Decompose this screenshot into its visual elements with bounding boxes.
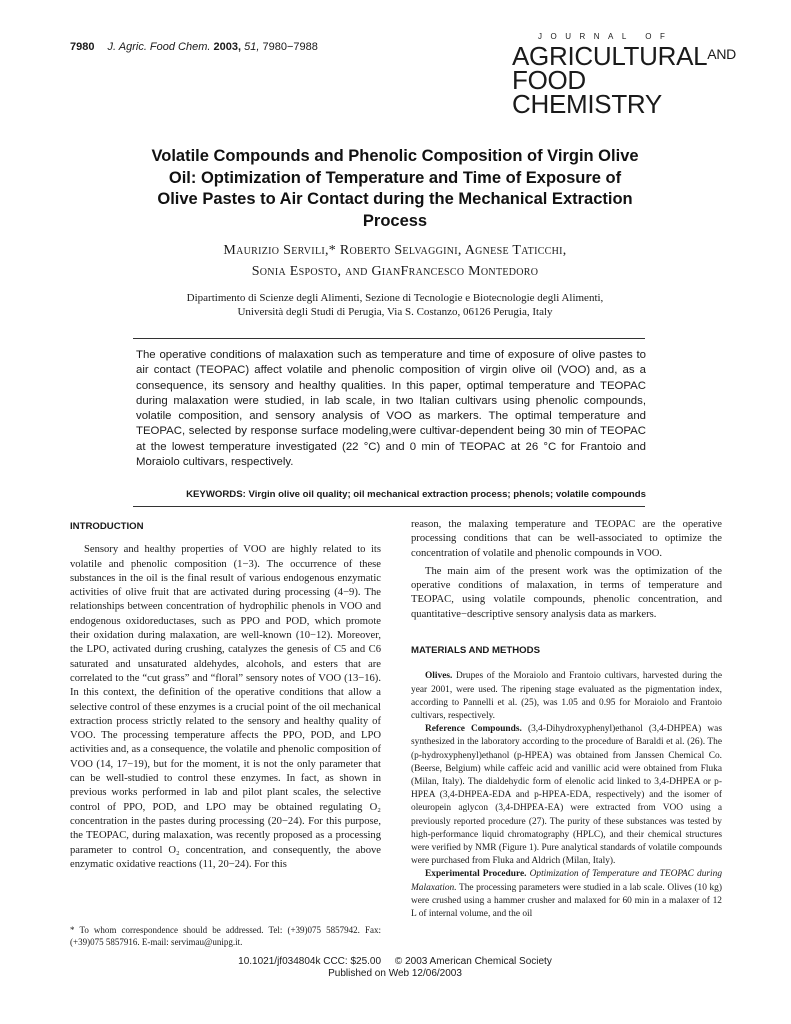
intro-heading: INTRODUCTION: [70, 521, 144, 532]
keywords: KEYWORDS: Virgin olive oil quality; oil mechanical extraction process; phenols; volatile compounds: [186, 489, 646, 500]
logo-line2: FOOD CHEMISTRY: [512, 65, 662, 119]
experimental-paragraph: [411, 868, 722, 921]
right-column: [411, 518, 722, 921]
abstract-bottom-rule: [133, 506, 645, 507]
author-list: [130, 240, 660, 282]
journal-logo: [512, 32, 736, 119]
right-paragraph-2: The main aim of the present work was the optimization of the operative conditions of malaxation, in terms of temperature and TEOPAC, using volatile compounds, phenolic concentration, and quantitative−descriptive sensory analysis data as markers.: [411, 565, 722, 620]
published-line: Published on Web 12/06/2003: [328, 968, 462, 979]
olives-label: Olives.: [425, 671, 453, 682]
affiliation: [130, 291, 660, 319]
logo-and: AND: [707, 46, 736, 62]
affiliation-line-2: Università degli Studi di Perugia, Via S. Costanzo, 06126 Perugia, Italy: [237, 306, 553, 318]
logo-line1: AGRICULTURAL: [512, 41, 708, 71]
reference-label: Reference Compounds.: [425, 724, 522, 735]
olives-paragraph: [411, 670, 722, 723]
affiliation-line-1: Dipartimento di Scienze degli Alimenti, Sezione di Tecnologie e Biotecnologie degli Alimenti,: [186, 292, 604, 304]
doi-line: 10.1021/jf034804k CCC: $25.00 © 2003 American Chemical Society: [238, 956, 552, 967]
right-paragraph-1: reason, the malaxing temperature and TEOPAC are the operative processing conditions that can be well-associated to optimize the concentration of volatile and phenolic compounds in VOO.: [411, 519, 722, 559]
left-column: [70, 520, 381, 872]
page-footer: [180, 956, 610, 980]
abstract-top-rule: [133, 338, 645, 339]
olives-text: Drupes of the Moraiolo and Frantoio cultivars, harvested during the year 2001, were used. The ripening stage evaluated as the pigmentation index, according to Pannelli et al. (25), was 1.05 and 0.95 for Moraiolo and Frantoio cultivars, respectively.: [411, 671, 723, 721]
page-number: 7980: [70, 41, 95, 53]
experimental-subheading: Optimization of Temperature and TEOPAC during Malaxation.: [411, 869, 723, 893]
journal-pages: 7980−7988: [262, 41, 318, 53]
experimental-text: The processing parameters were studied in a lab scale. Olives (10 kg) were crushed using a hammer crusher and malaxed for 60 min in a malaxer of 12 L of internal volume, and the oil: [411, 882, 722, 920]
methods-heading: MATERIALS AND METHODS: [411, 645, 540, 657]
authors-line-2: Sonia Esposto, and GianFrancesco Montedoro: [251, 264, 539, 279]
article-title: Volatile Compounds and Phenolic Composition of Virgin Olive Oil: Optimization of Temperature and Time of Exposure of Olive Pastes to Air Contact during the Mechanical Extraction Process: [151, 147, 639, 230]
logo-journal-of: JOURNAL OF: [538, 32, 674, 41]
abstract: The operative conditions of malaxation such as temperature and time of exposure of olive pastes to air contact (TEOPAC) affect volatile and phenolic composition of virgin olive oil (VOO) and, as a consequence, its sensory and healthy qualities. In this paper, optimal temperature and TEOPAC during malaxation were studied, in lab scale, in two Italian cultivars using phenolic compounds, volatile composition, and sensory analysis of VOO as markers. The optimal temperature and TEOPAC, selected by response surface modeling,were cultivar-dependent being 30 min of TEOPAC at the lowest temperature investigated (22 °C) and 0 min of TEOPAC at 26 °C for Frantoio and Moraiolo cultivars, respectively.: [136, 349, 646, 469]
correspondence-footnote: * To whom correspondence should be addressed. Tel: (+39)075 5857942. Fax: (+39)075 5857916. E-mail: servimau@unipg.it.: [70, 925, 381, 947]
running-header: [70, 41, 318, 53]
journal-year: 2003,: [213, 41, 242, 53]
journal-volume: 51,: [244, 41, 260, 53]
intro-paragraph: Sensory and healthy properties of VOO are highly related to its volatile and phenolic composition (1−3). The occurrence of these substances in the oil is the final result of various endogenous enzymatic activities of olive fruit that are activated during processing (4−9). The relationships between concentration of hydrophilic phenols in VOO and endogenous oxidoreductases, such as PPO and POD, which promote their oxidation during malaxation, are well-known (10−12). Moreover, the LPO, activated during crushing, catalyzes the genesis of C5 and C6 saturated and unsaturated aldehydes, alcohols, and esters that are correlated to the “cut grass” and “floral” sensory notes of VOO (13−16). In this context, the definition of the operative conditions that allow a selective control of these enzymes is a crucial point of the oil mechanical extraction process strictly related to the sensory and healthy quality of VOO. The processing temperature affects the PPO, POD, and LPO activities and, as a consequence, the volatile and phenolic composition of VOO (14, 17−19), but for the moment, it is not the only parameter that can be well-studied to control these enzymes. In fact, as shown in previous works performed in lab and pilot plant scales, the selective control of PPO, POD, and LPO may be obtained regulating O₂ concentration in the pastes during processing (20−24). For this purpose, the TEOPAC, during malaxation, was recently proposed as a processing parameter to control O₂ concentration, and consequently, the above enzymatic oxidative reactions (11, 20−24). For this: [70, 544, 381, 870]
journal-abbrev: J. Agric. Food Chem.: [107, 41, 211, 53]
authors-line-1: Maurizio Servili,* Roberto Selvaggini, Agnese Taticchi,: [223, 243, 567, 258]
experimental-label: Experimental Procedure.: [425, 869, 527, 880]
reference-text: (3,4-Dihydroxyphenyl)ethanol (3,4-DHPEA) was synthesized in the laboratory according to the procedure of Baraldi et al. (26). The (p-hydroxyphenyl)ethanol (p-HPEA) was obtained from Janssen Chemical Co. (Beerse, Belgium) while caffeic acid and vanillic acid were obtained from Fluka (Milan, Italy). The dialdehydic form of elenolic acid linked to 3,4-DHPEA or p-HPEA (3,4-DHPEA-EDA and p-HPEA-EDA, respectively) and the isomer of oleuropein aglycon (3,4-DHPEA-EA) were extracted from VOO using a previously reported procedure (27). The purity of these substances was tested by high-performance liquid chromatography (HPLC), and their chemical structures were verified by NMR (Figure 1). Pure analytical standards of volatile compounds were purchased from Fluka and Aldrich (Milan, Italy).: [411, 724, 722, 867]
reference-paragraph: [411, 723, 722, 868]
